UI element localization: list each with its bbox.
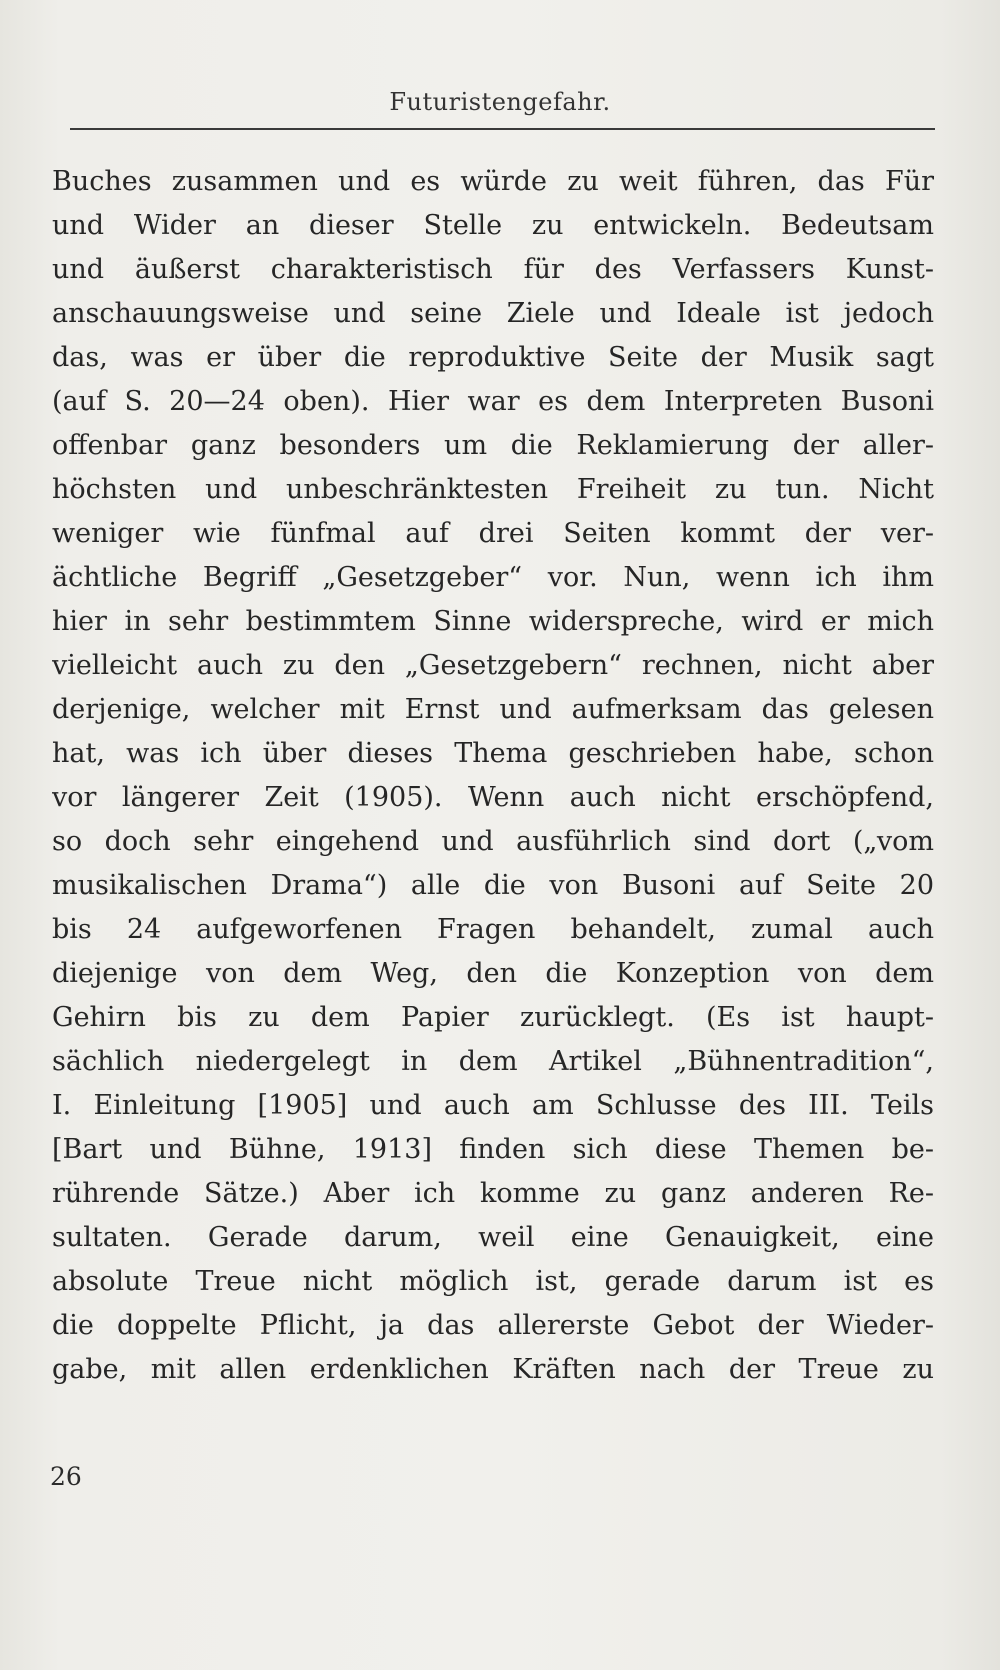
text-line: (auf S. 20—24 oben). Hier war es dem Interpreten Busoni [52,386,934,417]
text-line: rührende Sätze.) Aber ich komme zu ganz anderen Re- [52,1178,934,1209]
text-line: ächtliche Begriff „Gesetzgeber“ vor. Nun, wenn ich ihm [52,562,934,593]
text-line: sultaten. Gerade darum, weil eine Genauigkeit, eine [52,1222,934,1253]
header-rule [70,128,935,130]
body-text [52,160,934,1392]
text-line: die doppelte Pflicht, ja das allererste Gebot der Wieder- [52,1310,934,1341]
text-line: derjenige, welcher mit Ernst und aufmerksam das gelesen [52,694,934,725]
text-line: musikalischen Drama“) alle die von Busoni auf Seite 20 [52,870,934,901]
running-head: Futuristengefahr. [389,88,611,116]
text-line: absolute Treue nicht möglich ist, gerade darum ist es [52,1266,934,1297]
text-line: das, was er über die reproduktive Seite der Musik sagt [52,342,934,373]
text-line: bis 24 aufgeworfenen Fragen behandelt, zumal auch [52,914,934,945]
text-line: sächlich niedergelegt in dem Artikel „Bühnentradition“, [52,1046,934,1077]
text-line: [Bart und Bühne, 1913] finden sich diese Themen be- [52,1134,934,1165]
text-line: Buches zusammen und es würde zu weit führen, das Für [52,166,934,197]
text-line: höchsten und unbeschränktesten Freiheit zu tun. Nicht [52,474,934,505]
page-number: 26 [50,1462,82,1491]
text-line: Gehirn bis zu dem Papier zurücklegt. (Es ist haupt- [52,1002,934,1033]
text-line: hat, was ich über dieses Thema geschrieben habe, schon [52,738,934,769]
text-line: gabe, mit allen erdenklichen Kräften nach der Treue zu [52,1354,934,1385]
text-line: vielleicht auch zu den „Gesetzgebern“ rechnen, nicht aber [52,650,934,681]
text-line: so doch sehr eingehend und ausführlich sind dort („vom [52,826,934,857]
text-line: anschauungsweise und seine Ziele und Ideale ist jedoch [52,298,934,329]
text-line: I. Einleitung [1905] und auch am Schlusse des III. Teils [52,1090,934,1121]
text-line: und äußerst charakteristisch für des Verfassers Kunst- [52,254,934,285]
text-line: weniger wie fünfmal auf drei Seiten kommt der ver- [52,518,934,549]
text-line: vor längerer Zeit (1905). Wenn auch nicht erschöpfend, [52,782,934,813]
text-line: offenbar ganz besonders um die Reklamierung der aller- [52,430,934,461]
text-line: diejenige von dem Weg, den die Konzeption von dem [52,958,934,989]
text-line: und Wider an dieser Stelle zu entwickeln. Bedeutsam [52,210,934,241]
text-line: hier in sehr bestimmtem Sinne widerspreche, wird er mich [52,606,934,637]
